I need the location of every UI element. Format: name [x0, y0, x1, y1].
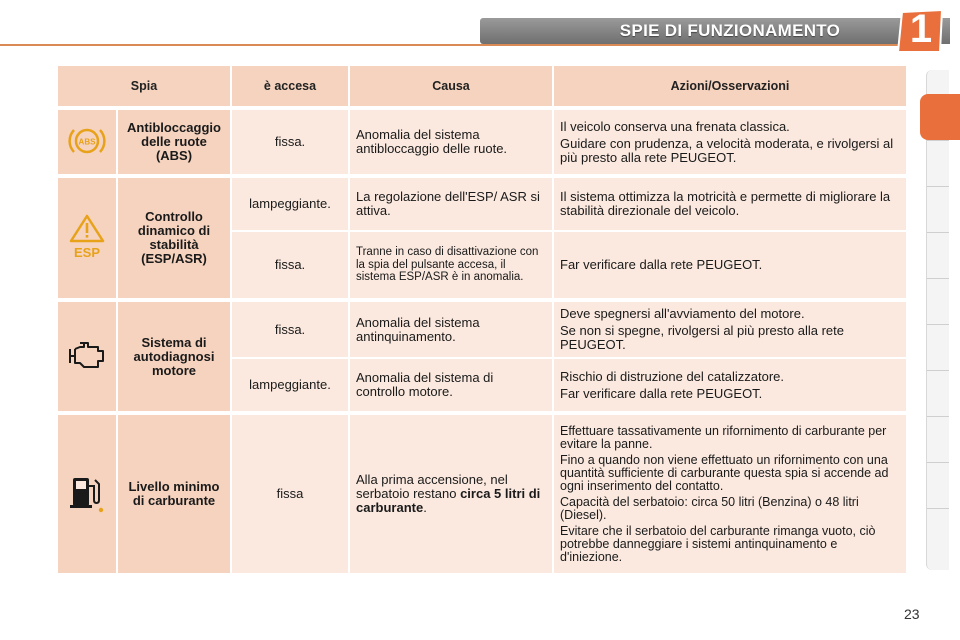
fuel-pump-icon [58, 415, 116, 573]
warning-actions: Effettuare tassativamente un rifornimento di carburante per evitare la panne. Fino a quando non viene effettuato un rifornimento con una quantità sufficiente di carburante questa spia si accende ad ogni inserimento del contatto. Capacità del serbatoio: circa 50 litri (Benzina) o 48 litri (Diesel). Evitare che il serbatoio del carburante rimanga vuoto, ciò potrebbe danneggiare i sistemi antinquinamento e d'iniezione. [554, 415, 906, 573]
warning-lights-table [56, 64, 908, 575]
esp-warning-icon [58, 178, 116, 298]
chapter-number: 1 [909, 7, 933, 51]
column-header: è accesa [232, 66, 348, 106]
warning-state: lampeggiante. [232, 178, 348, 230]
warning-name: Sistema di autodiagnosi motore [118, 302, 230, 411]
engine-diagnostic-icon [58, 302, 116, 411]
warning-state: fissa. [232, 302, 348, 357]
warning-actions: Deve spegnersi all'avviamento del motore. Se non si spegne, rivolgersi al più presto alla rete PEUGEOT. [554, 302, 906, 357]
warning-name: Controllo dinamico di stabilità (ESP/ASR) [118, 178, 230, 298]
warning-state: lampeggiante. [232, 359, 348, 411]
warning-cause: Alla prima accensione, nel serbatoio restano circa 5 litri di carburante. [350, 415, 552, 573]
warning-state: fissa. [232, 232, 348, 298]
warning-cause: Tranne in caso di disattivazione con la spia del pulsante accesa, il sistema ESP/ASR è in anomalia. [350, 232, 552, 298]
column-header: Azioni/Osservazioni [554, 66, 906, 106]
side-tab-strip[interactable] [926, 70, 949, 570]
column-header: Spia [58, 66, 230, 106]
table-row [58, 110, 906, 174]
abs-warning-icon [58, 110, 116, 174]
warning-cause: Anomalia del sistema antibloccaggio delle ruote. [350, 110, 552, 174]
svg-text:ABS: ABS [78, 137, 96, 146]
table-header-row [58, 66, 906, 106]
table-row [58, 415, 906, 573]
warning-actions: Il sistema ottimizza la motricità e permette di migliorare la stabilità direzionale del veicolo. [554, 178, 906, 230]
page-number: 23 [904, 606, 920, 622]
warning-state: fissa [232, 415, 348, 573]
table-row [58, 178, 906, 230]
table-row [58, 302, 906, 357]
column-header: Causa [350, 66, 552, 106]
warning-actions: Il veicolo conserva una frenata classica. Guidare con prudenza, a velocità moderata, e rivolgersi al più presto alla rete PEUGEOT. [554, 110, 906, 174]
warning-name: Antibloccaggio delle ruote (ABS) [118, 110, 230, 174]
side-tab-active[interactable] [920, 94, 960, 140]
svg-text:ESP: ESP [73, 244, 101, 260]
warning-cause: La regolazione dell'ESP/ ASR si attiva. [350, 178, 552, 230]
warning-cause: Anomalia del sistema di controllo motore. [350, 359, 552, 411]
header-underline [0, 44, 905, 46]
warning-name: Livello minimo di carburante [118, 415, 230, 573]
page-title: SPIE DI FUNZIONAMENTO [619, 21, 841, 40]
warning-cause: Anomalia del sistema antinquinamento. [350, 302, 552, 357]
warning-state: fissa. [232, 110, 348, 174]
warning-actions: Rischio di distruzione del catalizzatore. Far verificare dalla rete PEUGEOT. [554, 359, 906, 411]
warning-actions: Far verificare dalla rete PEUGEOT. [554, 232, 906, 298]
